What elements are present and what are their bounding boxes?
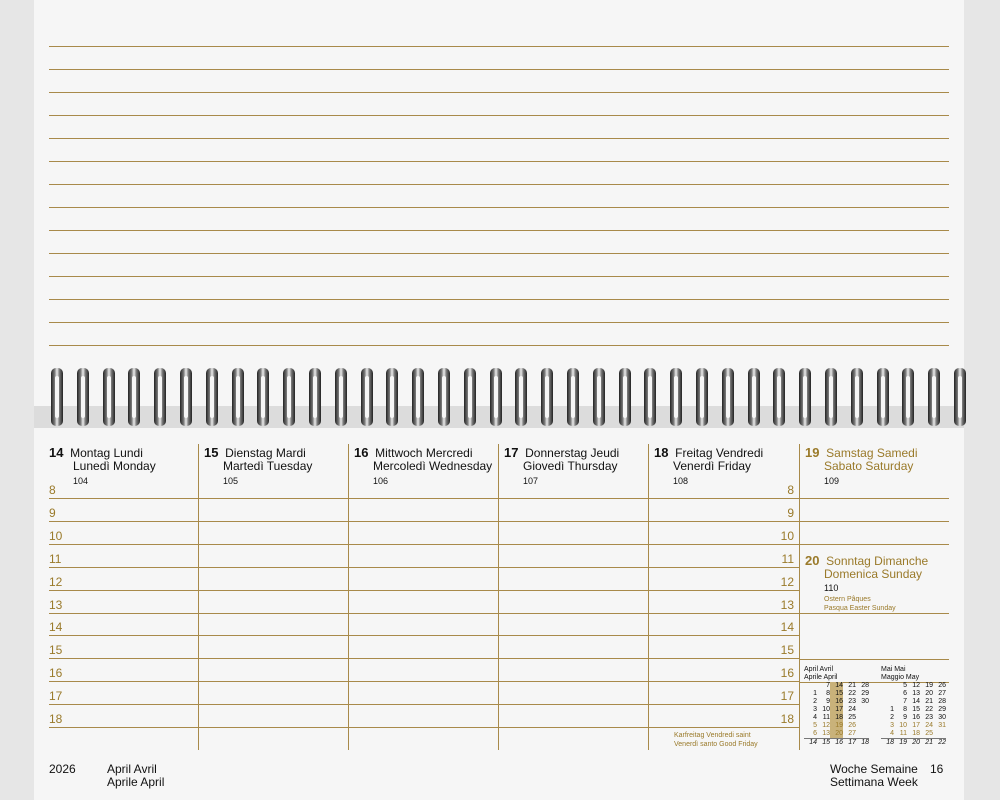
calendar-day xyxy=(856,714,869,722)
footer-year: 2026 xyxy=(49,762,76,776)
hour-label: 8 xyxy=(49,483,56,497)
calendar-day: 26 xyxy=(848,722,856,729)
spiral-ring xyxy=(464,368,476,426)
calendar-day: 14 xyxy=(912,698,920,705)
calendar-day: 23 xyxy=(925,714,933,721)
spiral-ring xyxy=(877,368,889,426)
spiral-ring xyxy=(954,368,966,426)
calendar-day: 9 xyxy=(903,714,907,721)
hour-label: 14 xyxy=(780,620,794,635)
spiral-ring xyxy=(51,368,63,426)
calendar-day: 28 xyxy=(861,682,869,689)
calendar-day: 22 xyxy=(925,706,933,713)
note-line xyxy=(49,253,949,254)
hour-label: 13 xyxy=(780,597,794,612)
hour-label: 17 xyxy=(49,689,63,704)
calendar-day xyxy=(933,730,946,739)
spiral-ring xyxy=(309,368,321,426)
calendar-day: 19 xyxy=(830,722,843,730)
day-header-wednesday: 16 Mittwoch Mercredi Mercoledì Wednesday xyxy=(354,445,493,473)
calendar-day: 15 xyxy=(830,690,843,698)
calendar-day: 16 xyxy=(830,698,843,706)
calendar-day: 16 xyxy=(912,714,920,721)
calendar-week-number: 17 xyxy=(843,739,856,748)
day-header-tuesday: 15 Dienstag Mardi Martedì Tuesday xyxy=(204,445,313,473)
calendar-day: 7 xyxy=(826,682,830,689)
calendar-week-number: 15 xyxy=(817,739,830,748)
calendar-day: 18 xyxy=(830,714,843,722)
calendar-day xyxy=(856,730,869,739)
day-header-saturday: 19 Samstag Samedi Sabato Saturday xyxy=(805,445,918,473)
note-line xyxy=(49,276,949,277)
grid-line xyxy=(49,681,799,682)
hour-label: 18 xyxy=(780,712,794,726)
column-divider xyxy=(799,444,800,750)
calendar-day xyxy=(856,722,869,730)
calendar-day: 5 xyxy=(903,682,907,689)
calendar-day: 27 xyxy=(848,730,856,737)
calendar-day: 22 xyxy=(848,690,856,697)
calendar-day: 8 xyxy=(903,706,907,713)
calendar-day: 19 xyxy=(925,682,933,689)
calendar-day: 31 xyxy=(938,722,946,729)
day-of-year: 104 xyxy=(73,476,89,486)
calendar-day: 17 xyxy=(830,706,843,714)
spiral-ring xyxy=(154,368,166,426)
column-divider xyxy=(348,444,349,750)
calendar-day: 1 xyxy=(813,690,817,697)
spiral-ring xyxy=(77,368,89,426)
spiral-ring xyxy=(670,368,682,426)
hour-label: 11 xyxy=(49,551,62,566)
hour-label: 16 xyxy=(780,666,794,681)
calendar-day: 2 xyxy=(813,698,817,705)
day-of-year: 107 xyxy=(523,476,539,486)
note-line xyxy=(49,230,949,231)
calendar-day xyxy=(804,682,817,690)
hour-label: 8 xyxy=(787,483,794,497)
day-of-year: 105 xyxy=(223,476,239,486)
grid-line xyxy=(49,567,799,568)
spiral-ring xyxy=(644,368,656,426)
note-line xyxy=(49,138,949,139)
footer-week-number: 16 xyxy=(930,762,944,776)
spiral-ring xyxy=(438,368,450,426)
note-line xyxy=(49,46,949,47)
calendar-day: 17 xyxy=(912,722,920,729)
column-divider xyxy=(648,444,649,750)
calendar-day: 28 xyxy=(938,698,946,705)
spiral-ring xyxy=(902,368,914,426)
calendar-day: 8 xyxy=(826,690,830,697)
day-of-year: 109 xyxy=(824,476,840,486)
calendar-day: 11 xyxy=(899,730,907,737)
calendar-day: 29 xyxy=(938,706,946,713)
hour-label: 12 xyxy=(780,574,794,589)
calendar-day: 2 xyxy=(890,714,894,721)
spiral-ring xyxy=(928,368,940,426)
calendar-day: 14 xyxy=(830,682,843,690)
calendar-day xyxy=(856,706,869,714)
calendar-day: 1 xyxy=(890,706,894,713)
column-divider xyxy=(498,444,499,750)
note-line xyxy=(49,184,949,185)
calendar-day: 29 xyxy=(861,690,869,697)
mini-calendar-may: Mai Mai Maggio May 5 12 19 26 6 13 20 27 7 14 21 28 1 8 15 22 29 2 9 16 23 30 3 10 17 24 31 4 11 18 25 18 19 20 21 22 xyxy=(881,666,946,746)
day-header-monday: 14 Montag Lundi Lunedì Monday xyxy=(49,445,156,473)
spiral-ring xyxy=(696,368,708,426)
calendar-day: 25 xyxy=(848,714,856,721)
holiday-good-friday: Karfreitag Vendredi saint Venerdì santo Good Friday xyxy=(674,732,758,748)
calendar-week-number: 22 xyxy=(933,739,946,748)
grid-line xyxy=(799,659,949,660)
day-header-sunday: 20 Sonntag Dimanche Domenica Sunday xyxy=(805,553,929,581)
calendar-day: 4 xyxy=(890,730,894,737)
note-line xyxy=(49,69,949,70)
grid-line xyxy=(49,658,799,659)
calendar-day: 5 xyxy=(813,722,817,729)
calendar-day xyxy=(881,682,894,690)
calendar-week-number: 19 xyxy=(894,739,907,748)
spiral-ring xyxy=(825,368,837,426)
grid-line xyxy=(799,498,949,499)
note-line xyxy=(49,322,949,323)
spiral-ring xyxy=(232,368,244,426)
calendar-day: 18 xyxy=(912,730,920,737)
calendar-day: 12 xyxy=(912,682,920,689)
spiral-ring xyxy=(722,368,734,426)
spiral-binding xyxy=(34,356,964,428)
day-header-thursday: 17 Donnerstag Jeudi Giovedì Thursday xyxy=(504,445,620,473)
calendar-week-number: 14 xyxy=(804,739,817,748)
hour-label: 10 xyxy=(780,528,794,543)
spiral-ring xyxy=(128,368,140,426)
hour-label: 15 xyxy=(780,643,794,658)
day-of-year: 108 xyxy=(673,476,689,486)
spiral-ring xyxy=(773,368,785,426)
day-of-year: 110 xyxy=(824,583,839,593)
spiral-ring xyxy=(851,368,863,426)
spiral-ring xyxy=(103,368,115,426)
spiral-ring xyxy=(799,368,811,426)
calendar-day: 21 xyxy=(925,698,933,705)
hour-label: 9 xyxy=(49,505,56,520)
calendar-day: 7 xyxy=(903,698,907,705)
hour-label: 15 xyxy=(49,643,63,658)
calendar-week-number: 20 xyxy=(907,739,920,748)
calendar-day: 13 xyxy=(822,730,830,737)
calendar-day: 25 xyxy=(925,730,933,737)
grid-line xyxy=(49,727,799,728)
spiral-ring xyxy=(619,368,631,426)
hour-label: 17 xyxy=(780,689,794,704)
holiday-easter: Ostern Pâques Pasqua Easter Sunday xyxy=(824,596,896,612)
footer-month: April Avril Aprile April xyxy=(107,762,165,789)
spiral-ring xyxy=(490,368,502,426)
day-header-friday: 18 Freitag Vendredi Venerdì Friday xyxy=(654,445,764,473)
calendar-day: 15 xyxy=(912,706,920,713)
calendar-day: 23 xyxy=(848,698,856,705)
calendar-day: 12 xyxy=(822,722,830,729)
grid-line xyxy=(49,521,799,522)
hour-label: 9 xyxy=(787,505,794,520)
calendar-day: 24 xyxy=(925,722,933,729)
calendar-day: 30 xyxy=(861,698,869,705)
grid-line xyxy=(49,613,799,614)
calendar-week-number: 18 xyxy=(881,739,894,748)
column-divider xyxy=(198,444,199,750)
calendar-day: 26 xyxy=(938,682,946,689)
spiral-ring xyxy=(386,368,398,426)
footer-week-label: Woche Semaine Settimana Week xyxy=(830,762,918,789)
calendar-day: 11 xyxy=(822,714,830,721)
grid-line xyxy=(49,635,799,636)
spiral-ring xyxy=(180,368,192,426)
day-of-year: 106 xyxy=(373,476,389,486)
grid-line xyxy=(49,590,799,591)
calendar-day: 21 xyxy=(848,682,856,689)
calendar-day: 13 xyxy=(912,690,920,697)
calendar-week-number: 21 xyxy=(920,739,933,748)
calendar-day: 3 xyxy=(813,706,817,713)
calendar-week-number: 18 xyxy=(856,739,869,748)
hour-label: 14 xyxy=(49,620,63,635)
note-line xyxy=(49,161,949,162)
calendar-day: 20 xyxy=(925,690,933,697)
hour-label: 12 xyxy=(49,574,63,589)
grid-line xyxy=(799,544,949,545)
planner-page xyxy=(34,0,964,800)
calendar-day xyxy=(881,690,894,698)
note-line xyxy=(49,92,949,93)
calendar-day: 10 xyxy=(822,706,830,713)
calendar-week-number: 16 xyxy=(830,739,843,748)
calendar-day: 9 xyxy=(826,698,830,705)
calendar-day: 10 xyxy=(899,722,907,729)
spiral-ring xyxy=(567,368,579,426)
calendar-day xyxy=(881,698,894,706)
spiral-ring xyxy=(283,368,295,426)
calendar-day: 3 xyxy=(890,722,894,729)
spiral-ring xyxy=(593,368,605,426)
hour-label: 16 xyxy=(49,666,63,681)
hour-label: 13 xyxy=(49,597,63,612)
hour-label: 18 xyxy=(49,712,63,726)
grid-line xyxy=(799,613,949,614)
grid-line xyxy=(49,544,799,545)
spiral-ring xyxy=(206,368,218,426)
spiral-ring xyxy=(748,368,760,426)
spiral-ring xyxy=(412,368,424,426)
note-line xyxy=(49,115,949,116)
calendar-day: 6 xyxy=(903,690,907,697)
note-line xyxy=(49,345,949,346)
mini-calendar-april: April Avril Aprile April 7 14 21 28 1 8 15 22 29 2 9 16 23 30 3 10 17 24 4 11 18 25 5 12 19 26 6 13 20 27 14 15 16 17 18 xyxy=(804,666,869,746)
note-line xyxy=(49,207,949,208)
calendar-day: 4 xyxy=(813,714,817,721)
spiral-ring xyxy=(541,368,553,426)
calendar-day: 6 xyxy=(813,730,817,737)
spiral-ring xyxy=(257,368,269,426)
spiral-ring xyxy=(335,368,347,426)
calendar-day: 27 xyxy=(938,690,946,697)
hour-label: 10 xyxy=(49,528,63,543)
calendar-day: 20 xyxy=(830,730,843,739)
calendar-day: 30 xyxy=(938,714,946,721)
note-line xyxy=(49,299,949,300)
spiral-ring xyxy=(515,368,527,426)
hour-label: 11 xyxy=(781,551,794,566)
grid-line xyxy=(799,521,949,522)
calendar-day: 24 xyxy=(848,706,856,713)
grid-line xyxy=(49,498,799,499)
spiral-ring xyxy=(361,368,373,426)
grid-line xyxy=(49,704,799,705)
